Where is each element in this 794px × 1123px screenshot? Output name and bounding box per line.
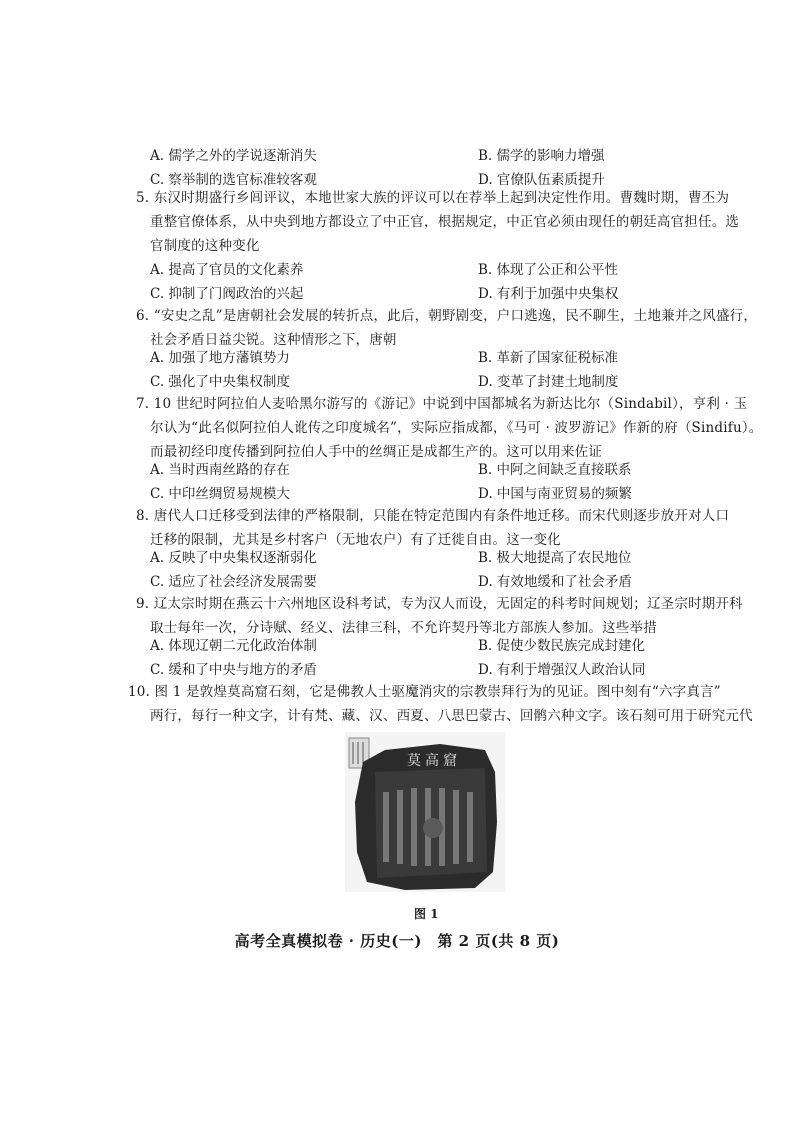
option-b: B. 儒学的影响力增强 bbox=[478, 148, 605, 164]
q5-option-a: A. 提高了官员的文化素养 bbox=[150, 262, 304, 278]
q9-option-d: D. 有利于增强汉人政治认同 bbox=[478, 662, 646, 678]
q10-stem-line-1: 10. 图 1 是敦煌莫高窟石刻，它是佛教人士驱魔消灾的宗教崇拜行为的见证。图中刻有“六字真言” bbox=[128, 684, 721, 700]
q5-option-b: B. 体现了公正和公平性 bbox=[478, 262, 619, 278]
q7-option-b: B. 中阿之间缺乏直接联系 bbox=[478, 462, 632, 478]
q6-option-d: D. 变革了封建土地制度 bbox=[478, 374, 619, 390]
q7-stem-line-3: 而最初经印度传播到阿拉伯人手中的丝绸正是成都生产的。这可以用来佐证 bbox=[150, 444, 603, 460]
q9-option-b: B. 促使少数民族完成封建化 bbox=[478, 638, 646, 654]
q6-stem-line-2: 社会矛盾日益尖锐。这种情形之下，唐朝 bbox=[150, 332, 397, 348]
q9-stem-line-1: 9. 辽太宗时期在燕云十六州地区设科考试，专为汉人而设，无固定的科考时间规划；辽圣宗时期开科 bbox=[136, 596, 743, 612]
q5-option-c: C. 抑制了门阀政治的兴起 bbox=[150, 286, 304, 302]
q6-option-a: A. 加强了地方藩镇势力 bbox=[150, 350, 290, 366]
page-footer: 高考全真模拟卷 · 历史(一) 第 2 页(共 8 页) bbox=[234, 932, 560, 950]
q7-option-d: D. 中国与南亚贸易的频繁 bbox=[478, 486, 632, 502]
q7-stem-line-2: 尔认为“此名似阿拉伯人讹传之印度城名”，实际应指成都，《马可 · 波罗游记》作新的府（Sindifu）。 bbox=[150, 420, 763, 436]
option-c: C. 察举制的选官标准较客观 bbox=[150, 172, 317, 188]
q8-stem-line-2: 迁移的限制，尤其是乡村客户（无地农户）有了迁徙自由。这一变化 bbox=[150, 532, 561, 548]
q8-stem-line-1: 8. 唐代人口迁移受到法律的严格限制，只能在特定范围内有条件地迁移。而宋代则逐步放开对人口 bbox=[136, 508, 730, 524]
q7-option-a: A. 当时西南丝路的存在 bbox=[150, 462, 290, 478]
q8-option-c: C. 适应了社会经济发展需要 bbox=[150, 574, 317, 590]
q8-option-b: B. 极大地提高了农民地位 bbox=[478, 550, 632, 566]
option-a: A. 儒学之外的学说逐渐消失 bbox=[150, 148, 317, 164]
q6-stem-line-1: 6. “安史之乱”是唐朝社会发展的转折点，此后，朝野剧变，户口逃逸，民不聊生，土地兼并之风盛行， bbox=[136, 308, 758, 324]
q10-stem-line-2: 两行，每行一种文字，计有梵、藏、汉、西夏、八思巴蒙古、回鹘六种文字。该石刻可用于研究元代 bbox=[150, 708, 753, 724]
q8-option-a: A. 反映了中央集权逐渐弱化 bbox=[150, 550, 317, 566]
q8-option-d: D. 有效地缓和了社会矛盾 bbox=[478, 574, 632, 590]
q6-option-c: C. 强化了中央集权制度 bbox=[150, 374, 290, 390]
stone-title: 莫高窟 bbox=[407, 753, 461, 769]
q5-option-d: D. 有利于加强中央集权 bbox=[478, 286, 619, 302]
q9-option-a: A. 体现辽朝二元化政治体制 bbox=[150, 638, 317, 654]
figure-caption: 图 1 bbox=[414, 907, 439, 921]
q9-stem-line-2: 取士每年一次，分诗赋、经义、法律三科，不允许契丹等北方部族人参加。这些举措 bbox=[150, 620, 657, 636]
q7-option-c: C. 中印丝绸贸易规模大 bbox=[150, 486, 290, 502]
q5-stem-line-2: 重整官僚体系，从中央到地方都设立了中正官，根据规定，中正官必须由现任的朝廷高官担任。选 bbox=[150, 214, 740, 230]
q5-stem-line-1: 5. 东汉时期盛行乡闾评议，本地世家大族的评议可以在荐举上起到决定性作用。曹魏时期，曹丕为 bbox=[136, 190, 730, 206]
q5-stem-line-3: 官制度的这种变化 bbox=[150, 238, 260, 254]
option-d: D. 官僚队伍素质提升 bbox=[478, 172, 605, 188]
q6-option-b: B. 革新了国家征税标准 bbox=[478, 350, 619, 366]
q9-option-c: C. 缓和了中央与地方的矛盾 bbox=[150, 662, 317, 678]
q7-stem-line-1: 7. 10 世纪时阿拉伯人麦哈黑尔游写的《游记》中说到中国都城名为新达比尔（Sindabil），亨利 · 玉 bbox=[136, 396, 748, 412]
